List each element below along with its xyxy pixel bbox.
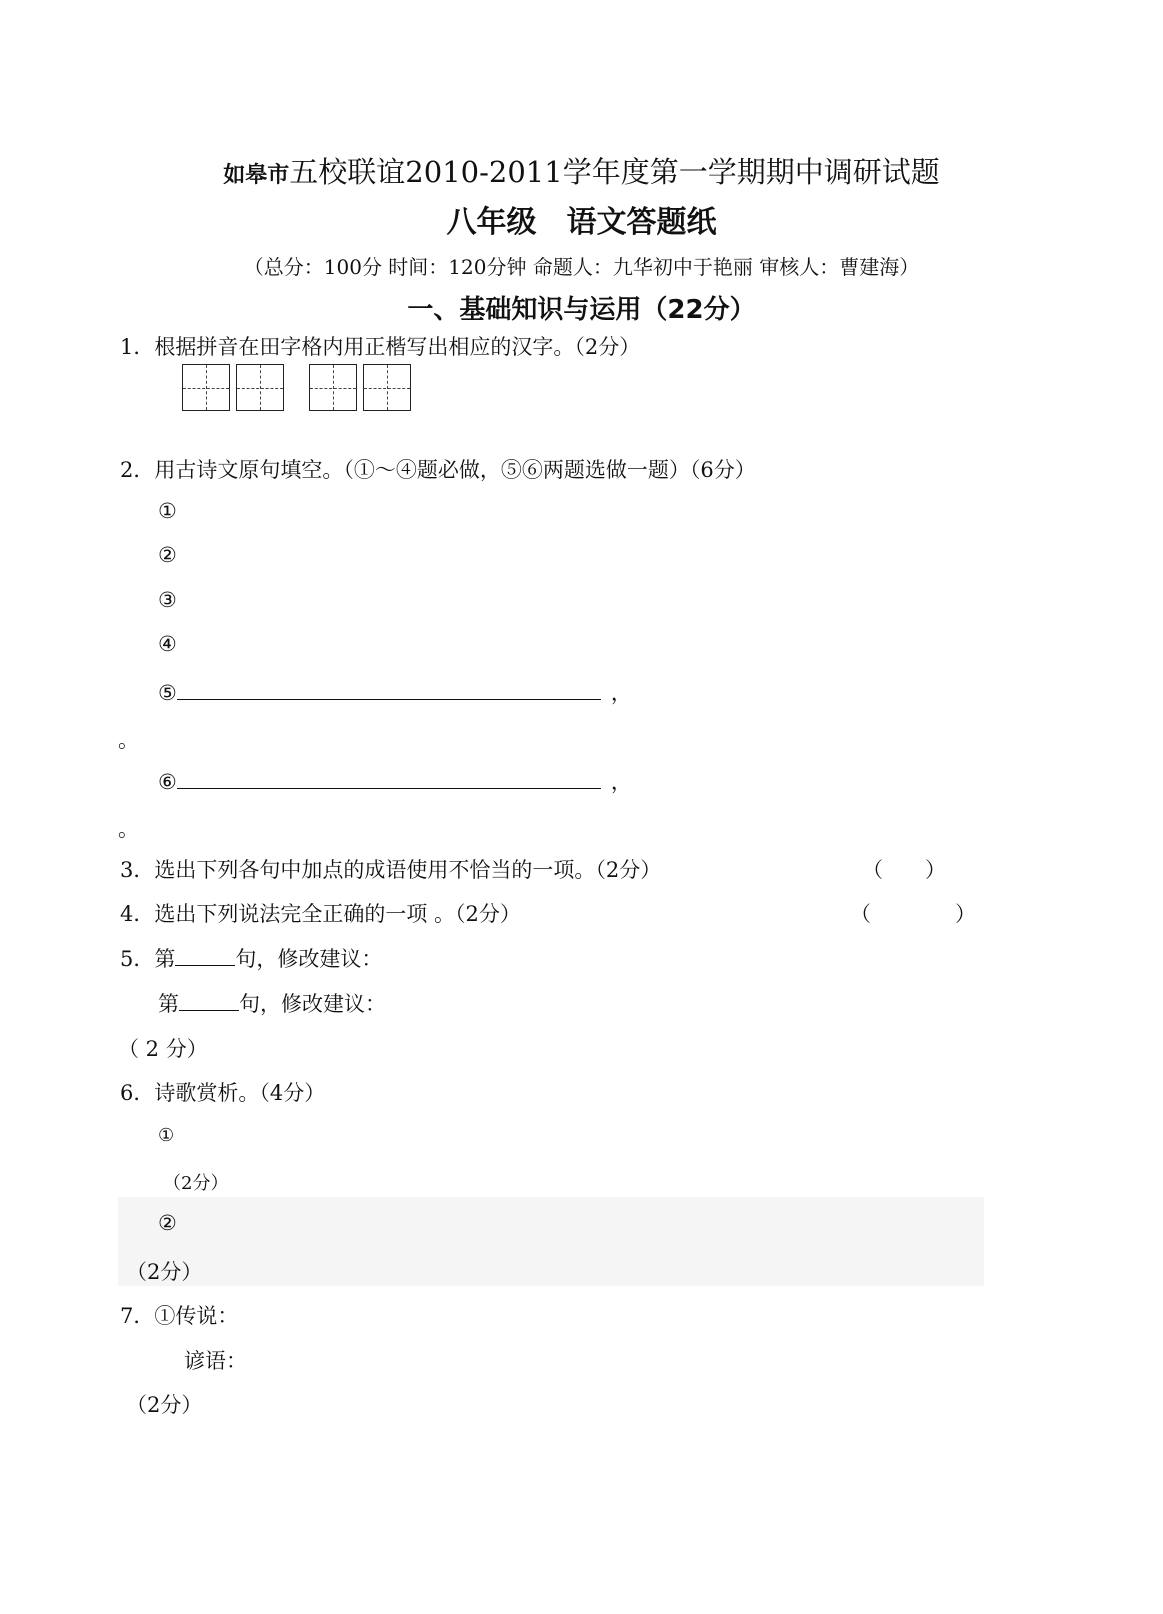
q5-suffix-1: 句，修改建议：: [235, 947, 383, 971]
q6-item-2[interactable]: ②: [158, 1211, 177, 1235]
q2-item-5-comma: ，: [610, 681, 632, 705]
q2-item-5-label: ⑤: [158, 681, 177, 705]
section-1-heading: 一、基础知识与运用（22分）: [407, 295, 756, 325]
tianzige-box-3[interactable]: [309, 364, 357, 411]
q4-answer-bracket[interactable]: （ ）: [850, 902, 976, 926]
q2-item-5-answer-line[interactable]: [177, 679, 601, 700]
question-6: 6．诗歌赏析。（4分）: [120, 1081, 326, 1105]
q2-item-4[interactable]: ④: [158, 632, 177, 656]
exam-title: [0, 150, 1163, 191]
tianzige-box-1[interactable]: [182, 364, 230, 411]
q2-item-6-label: ⑥: [158, 770, 177, 794]
q5-suffix-2: 句，修改建议：: [239, 992, 386, 1016]
question-2: 2．用古诗文原句填空。（①～④题必做，⑤⑥两题选做一题）（6分）: [120, 458, 756, 482]
exam-title-school: 如皋市: [223, 163, 290, 188]
question-4: 4．选出下列说法完全正确的一项 。（2分）: [120, 902, 521, 926]
tianzige-box-4[interactable]: [363, 364, 411, 411]
q7-score: （2分）: [126, 1393, 203, 1417]
q6-item-2-score: （2分）: [126, 1260, 203, 1284]
q2-item-5[interactable]: [158, 677, 632, 707]
q7-proverb[interactable]: 谚语：: [184, 1349, 247, 1373]
q5-score: （ 2 分）: [118, 1037, 208, 1061]
q2-item-6-answer-line[interactable]: [177, 768, 601, 789]
question-5-line-1: [120, 943, 382, 973]
q2-item-1[interactable]: ①: [158, 499, 177, 523]
q2-item-3[interactable]: ③: [158, 588, 177, 612]
q2-item-5-period: 。: [118, 728, 139, 752]
q5-prefix-2: 第: [158, 992, 179, 1016]
q2-item-6-comma: ，: [610, 770, 632, 794]
q3-answer-bracket[interactable]: （ ）: [862, 858, 946, 882]
q6-item-1-score: （2分）: [163, 1173, 229, 1194]
exam-title-rest: 五校联谊2010-2011学年度第一学期期中调研试题: [289, 155, 940, 189]
question-5-line-2: [158, 988, 386, 1018]
q2-item-6[interactable]: [158, 766, 632, 796]
q5-prefix-1: 第: [154, 947, 176, 971]
q6-item-2-shaded-area: [118, 1197, 984, 1286]
tianzige-box-2[interactable]: [236, 364, 284, 411]
q6-item-1[interactable]: ①: [158, 1125, 175, 1146]
q5-sentence-number-blank-2[interactable]: [179, 990, 239, 1011]
q2-item-6-period: 。: [118, 817, 139, 841]
question-1: 1．根据拼音在田字格内用正楷写出相应的汉字。（2分）: [120, 335, 641, 359]
q5-sentence-number-blank-1[interactable]: [175, 945, 235, 966]
question-7[interactable]: 7．①传说：: [120, 1304, 239, 1328]
answer-sheet-title: 八年级 语文答题纸: [446, 205, 717, 240]
q5-number: 5．: [120, 947, 155, 971]
q2-item-2[interactable]: ②: [158, 543, 177, 567]
question-3: 3．选出下列各句中加点的成语使用不恰当的一项。（2分）: [120, 858, 662, 882]
exam-info: （总分：100分 时间：120分钟 命题人：九华初中于艳丽 审核人：曹建海）: [243, 255, 920, 279]
